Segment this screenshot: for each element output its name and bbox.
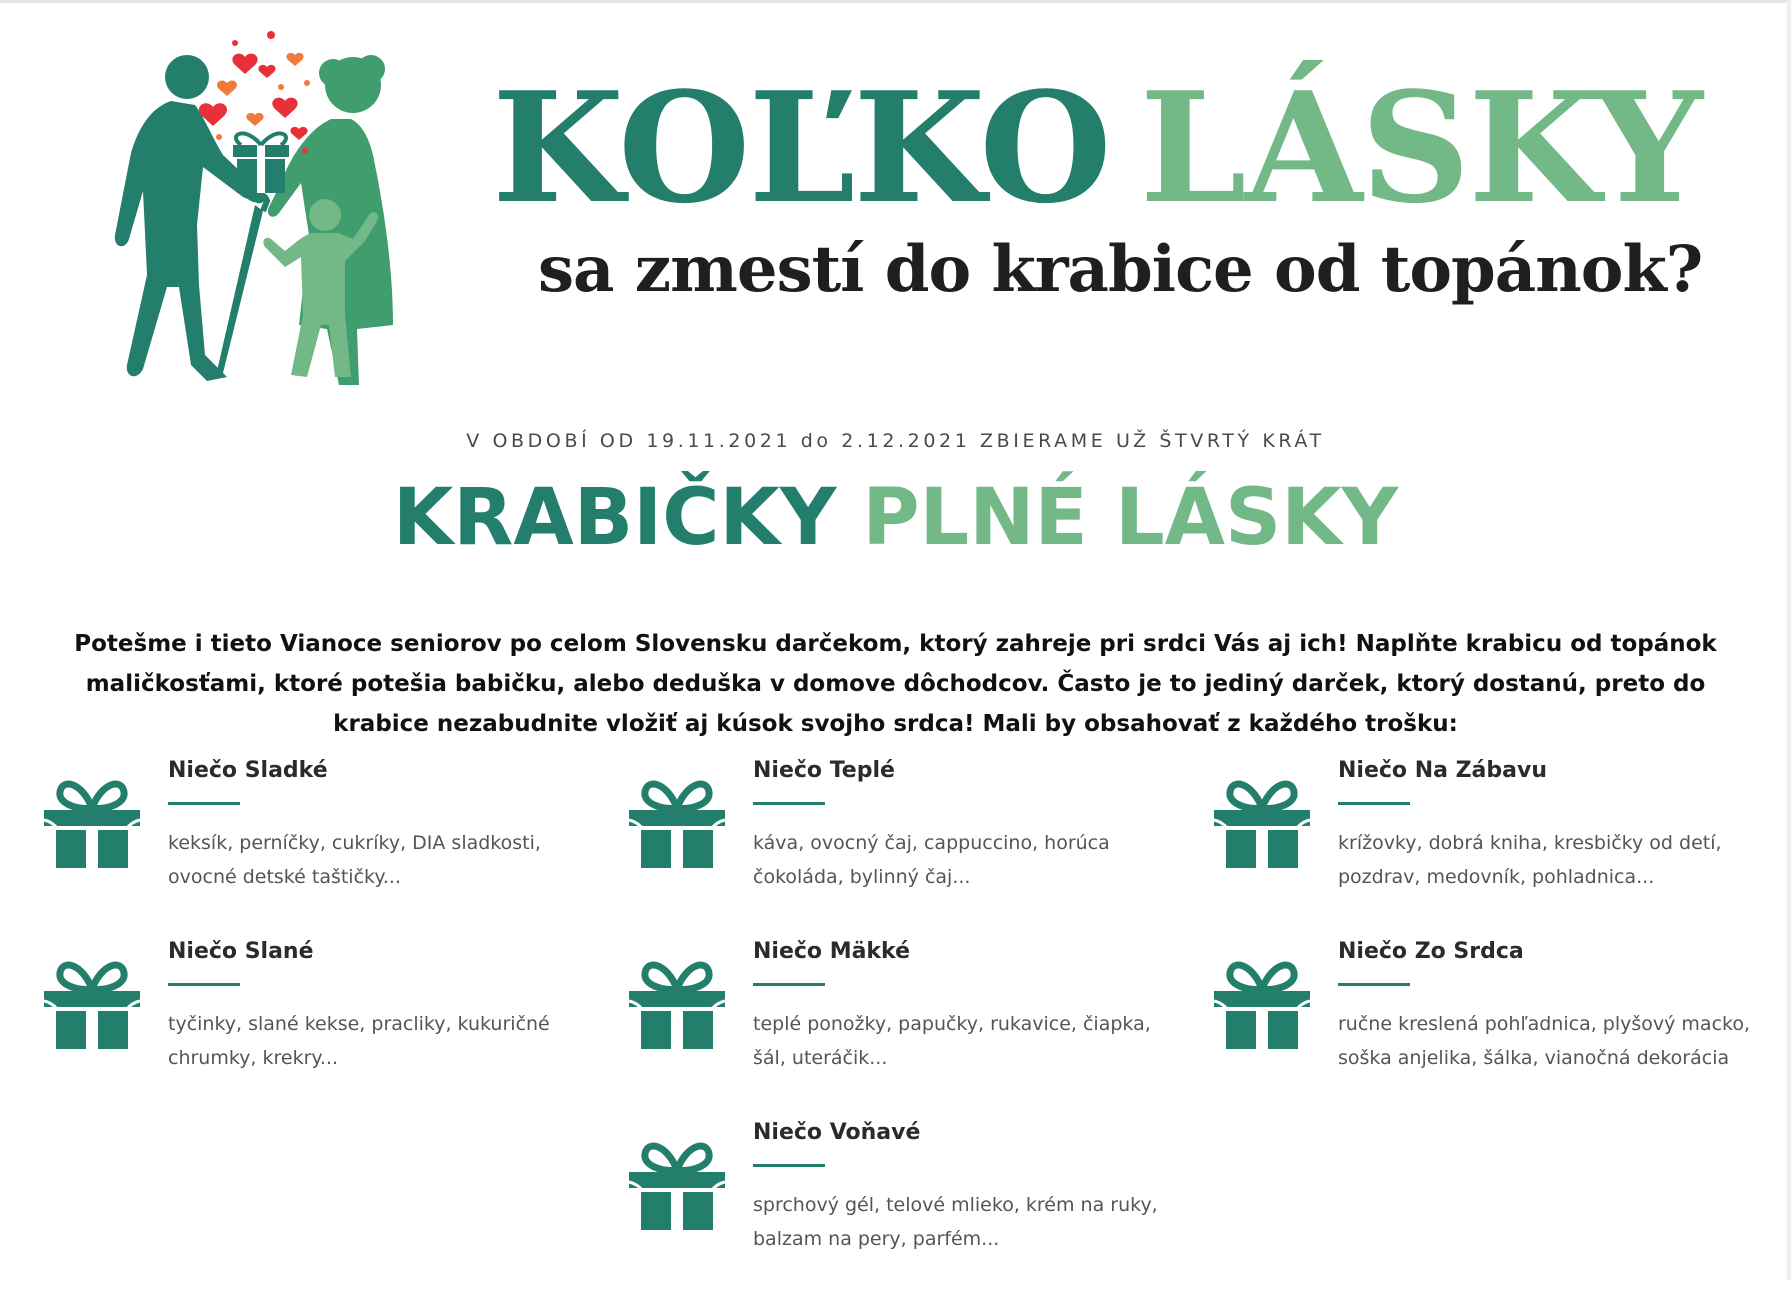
gift-icon — [1210, 768, 1314, 872]
item-slane — [40, 939, 600, 1109]
item-description: teplé ponožky, papučky, rukavice, čiapka, šál, uteráčik... — [753, 1013, 1151, 1069]
campaign-heading-word2: PLNÉ LÁSKY — [862, 473, 1399, 563]
item-title: Niečo Voňavé — [753, 1120, 921, 1145]
gift-icon — [625, 768, 729, 872]
campaign-heading-word1: KRABIČKY — [392, 473, 837, 563]
item-divider — [753, 1164, 825, 1167]
item-description: ručne kreslená pohľadnica, plyšový macko, soška anjelika, šálka, vianočná dekorácia — [1338, 1013, 1751, 1069]
intro-text: Potešme i tieto Vianoce seniorov po celom Slovensku darčekom, ktorý zahreje pri srdci Vás aj ich! Naplňte krabicu od topánok maličkosťami, ktoré potešia babičku, alebo deduška v domove dôchodcov. Často je to jediný darček, ktorý dostanú, preto do krabice nezabudnite vložiť aj kúsok svojho srdca! Mali by obsahovať z každého trošku: — [74, 631, 1717, 737]
main-title-word2: LÁSKY — [1139, 58, 1701, 237]
gift-icon — [40, 949, 144, 1053]
item-title: Niečo Zo Srdca — [1338, 939, 1524, 964]
item-divider — [168, 802, 240, 805]
item-zo-srdca — [1210, 939, 1770, 1109]
campaign-period: V OBDOBÍ OD 19.11.2021 do 2.12.2021 ZBIERAME UŽ ŠTVRTÝ KRÁT — [466, 430, 1325, 452]
item-divider — [1338, 802, 1410, 805]
main-title — [492, 58, 1732, 237]
item-sladke — [40, 758, 600, 928]
item-description: keksík, perníčky, cukríky, DIA sladkosti, ovocné detské taštičky... — [168, 832, 541, 888]
top-border — [0, 0, 1791, 3]
item-na-zabavu — [1210, 758, 1770, 928]
gift-icon — [40, 768, 144, 872]
item-description: káva, ovocný čaj, cappuccino, horúca čokoláda, bylinný čaj... — [753, 832, 1110, 888]
item-description: sprchový gél, telové mlieko, krém na ruky, balzam na pery, parfém... — [753, 1194, 1158, 1250]
item-divider — [168, 983, 240, 986]
item-vonave — [625, 1120, 1185, 1290]
item-title: Niečo Mäkké — [753, 939, 911, 964]
main-title-word1: KOĽKO — [492, 58, 1110, 237]
gift-icon — [625, 949, 729, 1053]
item-title: Niečo Sladké — [168, 758, 328, 783]
gift-icon — [625, 1130, 729, 1234]
item-teple — [625, 758, 1185, 928]
item-makke — [625, 939, 1185, 1109]
item-divider — [1338, 983, 1410, 986]
gift-icon — [1210, 949, 1314, 1053]
campaign-heading — [0, 472, 1791, 564]
main-subtitle: sa zmestí do krabice od topánok? — [538, 232, 1703, 307]
seniors-child-gift-logo-icon — [95, 25, 455, 395]
item-title: Niečo Teplé — [753, 758, 895, 783]
item-title: Niečo Na Zábavu — [1338, 758, 1547, 783]
item-description: krížovky, dobrá kniha, kresbičky od detí, pozdrav, medovník, pohladnica... — [1338, 832, 1722, 888]
item-description: tyčinky, slané kekse, pracliky, kukuričné chrumky, krekry... — [168, 1013, 550, 1069]
item-title: Niečo Slané — [168, 939, 314, 964]
item-divider — [753, 802, 825, 805]
right-border — [1787, 0, 1791, 1280]
item-divider — [753, 983, 825, 986]
